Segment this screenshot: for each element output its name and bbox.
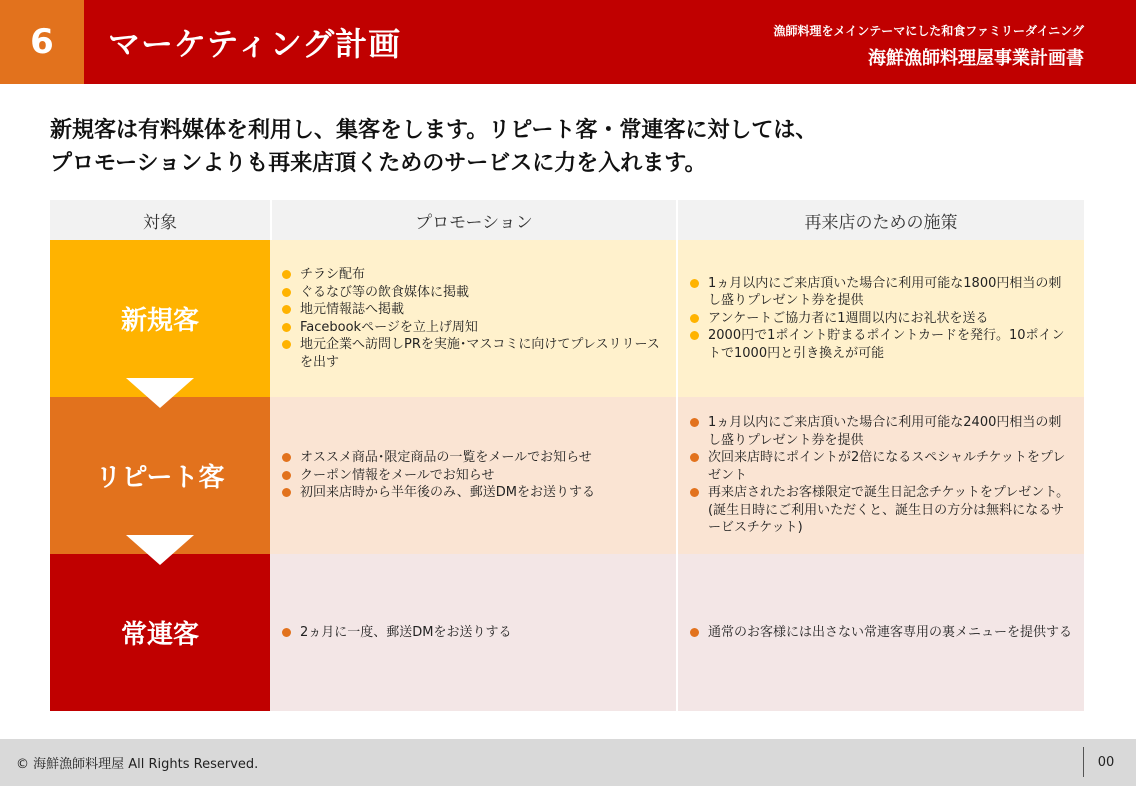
footer-divider — [1083, 747, 1084, 777]
footer-page-number: 00 — [1097, 755, 1115, 770]
document-subtitle: 漁師料理をメインテーマにした和食ファミリーダイニング — [773, 24, 1084, 38]
table-row — [50, 554, 1084, 711]
lead-line-2: プロモーションよりも再来店頂くためのサービスに力を入れます。 — [50, 151, 707, 176]
list-item: アンケートご協力者に1週間以内にお礼状を送る — [690, 310, 1072, 328]
list-item: 再来店されたお客様限定で誕生日記念チケットをプレゼント。(誕生日時にご利用いただくと、誕生日の方分は無料になるサービスチケット) — [690, 484, 1072, 537]
promotion-list — [282, 266, 664, 371]
slide-footer — [0, 739, 1136, 786]
list-item: チラシ配布 — [282, 266, 664, 284]
down-arrow-icon — [126, 535, 194, 565]
row-label-regular: 常連客 — [50, 554, 270, 711]
revisit-list — [690, 624, 1072, 642]
lead-text — [50, 114, 1090, 180]
list-item: ぐるなび等の飲食媒体に掲載 — [282, 284, 664, 302]
marketing-table — [50, 200, 1084, 711]
down-arrow-icon — [126, 378, 194, 408]
promotion-cell — [270, 240, 676, 397]
row-label-repeat: リピート客 — [50, 397, 270, 554]
revisit-list — [690, 275, 1072, 363]
header-target: 対象 — [143, 212, 177, 233]
table-row — [50, 240, 1084, 397]
revisit-cell — [676, 554, 1084, 711]
slide-header — [0, 0, 1136, 84]
lead-line-1: 新規客は有料媒体を利用し、集客をします。リピート客・常連客に対しては、 — [50, 118, 818, 143]
list-item: 1ヵ月以内にご来店頂いた場合に利用可能な2400円相当の刺し盛りプレゼント券を提供 — [690, 414, 1072, 449]
list-item: 2ヵ月に一度、郵送DMをお送りする — [282, 624, 664, 642]
promotion-list — [282, 449, 664, 502]
revisit-cell — [676, 397, 1084, 554]
list-item: オススメ商品･限定商品の一覧をメールでお知らせ — [282, 449, 664, 467]
table-row — [50, 397, 1084, 554]
list-item: 次回来店時にポイントが2倍になるスペシャルチケットをプレゼント — [690, 449, 1072, 484]
promotion-cell — [270, 554, 676, 711]
revisit-cell — [676, 240, 1084, 397]
row-label-new: 新規客 — [50, 240, 270, 397]
revisit-list — [690, 414, 1072, 537]
list-item: 地元情報誌へ掲載 — [282, 301, 664, 319]
list-item: 1ヵ月以内にご来店頂いた場合に利用可能な1800円相当の刺し盛りプレゼント券を提供 — [690, 275, 1072, 310]
copyright-text: © 海鮮漁師料理屋 All Rights Reserved. — [16, 757, 259, 772]
promotion-list — [282, 624, 664, 642]
promotion-cell — [270, 397, 676, 554]
header-promotion: プロモーション — [270, 200, 676, 240]
list-item: 地元企業へ訪問しPRを実施･マスコミに向けてプレスリリースを出す — [282, 336, 664, 371]
document-title: 海鮮漁師料理屋事業計画書 — [868, 48, 1084, 69]
page-title: マーケティング計画 — [108, 25, 402, 63]
list-item: 2000円で1ポイント貯まるポイントカードを発行。10ポイントで1000円と引き換えが可能 — [690, 327, 1072, 362]
table-header — [50, 200, 1084, 240]
header-revisit: 再来店のための施策 — [676, 200, 1084, 240]
list-item: 初回来店時から半年後のみ、郵送DMをお送りする — [282, 484, 664, 502]
section-number: 6 — [0, 0, 84, 84]
list-item: クーポン情報をメールでお知らせ — [282, 467, 664, 485]
list-item: 通常のお客様には出さない常連客専用の裏メニューを提供する — [690, 624, 1072, 642]
list-item: Facebookページを立上げ周知 — [282, 319, 664, 337]
